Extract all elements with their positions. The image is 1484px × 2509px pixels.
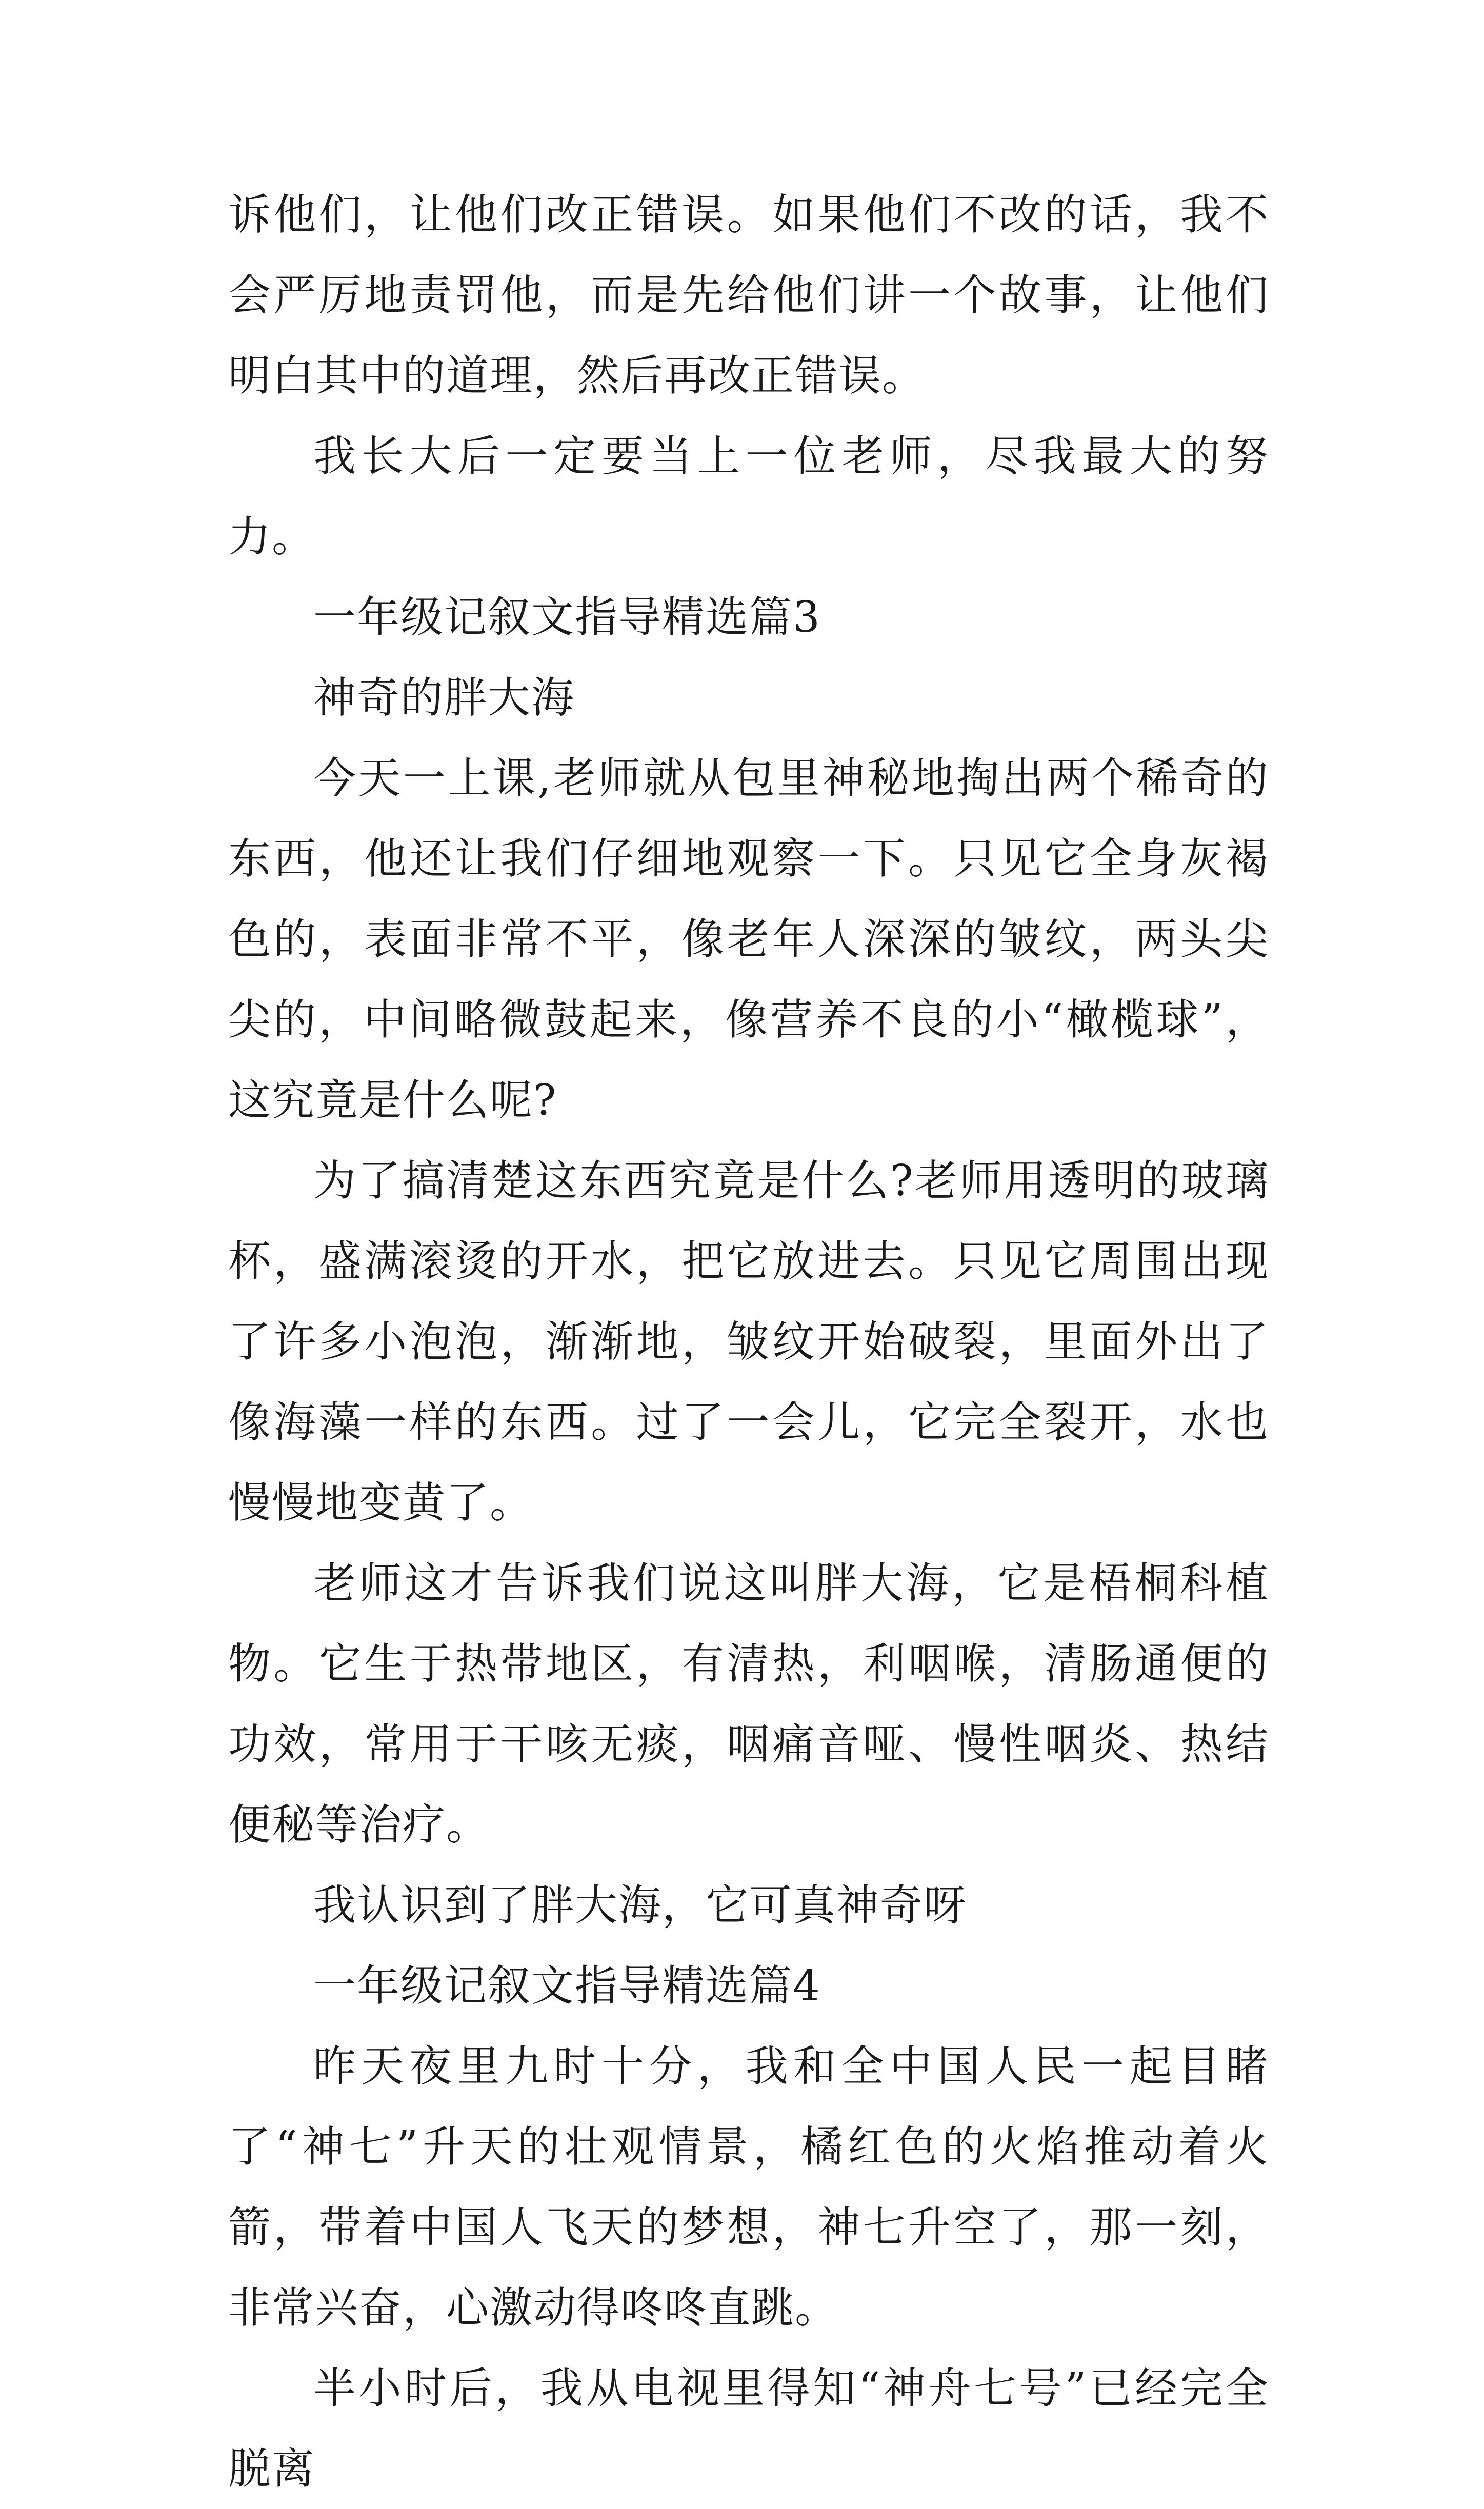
section-heading-3: 一年级记叙文指导精选篇3 [313, 592, 821, 642]
paragraph-7: 昨天夜里九时十分，我和全中国人民一起目睹了“神七”升天的壮观情景，橘红色的火焰推动着火箭，带着中国人飞天的梦想，神七升空了，那一刻，非常兴奋，心激动得咚咚直跳。 [228, 2041, 1269, 2333]
paragraph-1: 诉他们，让他们改正错误。如果他们不改的话，我不会严厉地责罚他，而是先给他们讲一个故事，让他们明白其中的道理，然后再改正错误。 [228, 190, 1269, 400]
paragraph-8: 半小时后，我从电视里得知“神舟七号”已经完全脱离 [228, 2363, 1269, 2494]
document-body [228, 174, 1269, 2509]
paragraph-2: 我长大后一定要当上一位老师，尽我最大的努力。 [228, 431, 1269, 561]
paragraph-5: 老师这才告诉我们说这叫胖大海，它是梧桐科植物。它生于热带地区，有清热，利咽喉，清肠通便的功效，常用于干咳无痰，咽痛音哑、慢性咽炎、热结便秘等治疗。 [228, 1558, 1269, 1850]
paragraph-6: 我认识到了胖大海，它可真神奇呀 [313, 1880, 967, 1930]
paragraph-4: 为了搞清楚这东西究竟是什么?老师用透明的玻璃杯，盛满滚烫的开水，把它放进去。只见它周围出现了许多小泡泡，渐渐地，皱纹开始破裂，里面外出了像海藻一样的东西。过了一会儿，它完全裂开，水也慢慢地变黄了。 [228, 1156, 1269, 1528]
paragraph-3: 今天一上课,老师就从包里神秘地掏出两个稀奇的东西，他还让我们仔细地观察一下。只见它全身灰褐色的，表面非常不平，像老年人深深的皱纹，两头尖尖的，中间略微鼓起来，像营养不良的小“橄榄球”，这究竟是什么呢? [228, 753, 1269, 1125]
section-heading-4: 一年级记叙文指导精选篇4 [313, 1961, 821, 2011]
essay-title-3: 神奇的胖大海 [313, 673, 575, 722]
